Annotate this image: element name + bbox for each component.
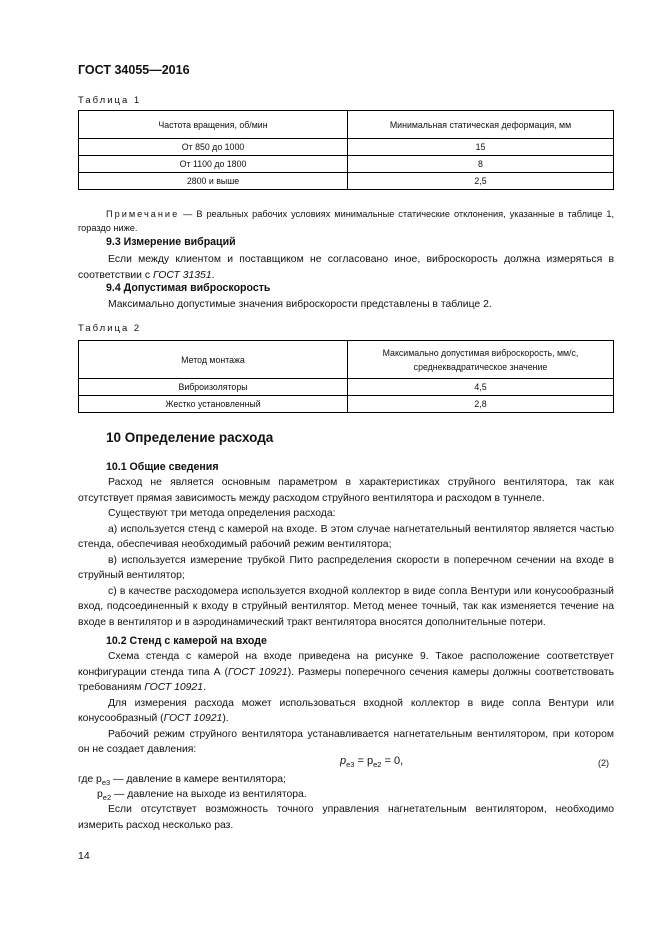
formula-number: (2) bbox=[598, 758, 609, 768]
list-item-a: а) используется стенд с камерой на входе. В этом случае нагнетательный вентилятор является частью стенда, обеспечивая необходимый рабочий режим вентилятора; bbox=[78, 523, 614, 550]
table2-cell: 4,5 bbox=[348, 379, 614, 396]
section-10-2-title: 10.2 Стенд с камерой на входе bbox=[106, 635, 267, 647]
section-10-1-title: 10.1 Общие сведения bbox=[106, 461, 219, 473]
def-sub: e3 bbox=[101, 778, 111, 788]
table1-note bbox=[78, 207, 614, 235]
note-label: Примечание bbox=[106, 209, 180, 219]
table2 bbox=[78, 340, 614, 413]
formula-end: = 0, bbox=[381, 755, 404, 767]
paragraph bbox=[78, 649, 614, 696]
gost-reference: ГОСТ 10921 bbox=[163, 713, 223, 724]
formula-2 bbox=[340, 755, 403, 769]
table1 bbox=[78, 110, 614, 190]
formula-var: p bbox=[340, 755, 347, 767]
section-9-3-body: Если между клиентом и поставщиком не согласовано иное, виброскорость должна измеряться в соответствии с bbox=[78, 254, 614, 281]
table2-header-col2-line1: Максимально допустимая виброскорость, мм/с, bbox=[382, 347, 579, 358]
punct: . bbox=[203, 682, 206, 693]
text: Для измерения расхода может использоваться входной коллектор в виде сопла Вентури или конусообразный ( bbox=[78, 697, 614, 724]
def-text: — давление на выходе из вентилятора. bbox=[111, 789, 307, 800]
table1-cell: От 1100 до 1800 bbox=[79, 156, 348, 173]
text: ). Размеры поперечного сечения камеры должны соответствовать требованиям bbox=[78, 666, 614, 693]
table1-cell: 2,5 bbox=[348, 173, 614, 190]
gost-reference: ГОСТ 10921 bbox=[144, 682, 203, 693]
punct: . bbox=[211, 269, 215, 281]
section-9-3-text bbox=[78, 252, 614, 283]
list-item-c: с) в качестве расходомера используется входной коллектор в виде сопла Вентури или конусообразный вход, подсоединенный к входу в струйный вентилятор. Метод менее точный, так как изменяется течение на входе в вентилятор и в аэродинамический тракт вентилятора вносятся дополнительные потери. bbox=[78, 585, 614, 628]
text: ). bbox=[222, 713, 229, 724]
table1-cell: От 850 до 1000 bbox=[79, 139, 348, 156]
section-10-title: 10 Определение расхода bbox=[106, 430, 274, 445]
table1-cell: 2800 и выше bbox=[79, 173, 348, 190]
section-9-4-title: 9.4 Допустимая виброскорость bbox=[106, 282, 271, 294]
table2-header-col2-line2: среднеквадратическое значение bbox=[413, 361, 548, 372]
table2-caption: Таблица 2 bbox=[78, 323, 142, 334]
def-var: где p bbox=[78, 774, 102, 785]
def-sub: e2 bbox=[102, 793, 112, 803]
note-text: — В реальных рабочих условиях минимальные статические отклонения, указанные в таблице 1, гораздо ниже. bbox=[78, 209, 614, 233]
formula-sub: e3 bbox=[346, 760, 355, 770]
paragraph: Расход не является основным параметром в характеристиках струйного вентилятора, так как отсутствует прямая зависимость между расходом струйного вентилятора и расходом в туннеле. bbox=[78, 477, 614, 504]
gost-reference: ГОСТ 10921 bbox=[227, 666, 288, 678]
def-var: p bbox=[97, 789, 103, 800]
table1-cell: 15 bbox=[348, 139, 614, 156]
def-text: — давление в камере вентилятора; bbox=[110, 774, 286, 785]
section-9-4-text: Максимально допустимые значения виброскорости представлены в таблице 2. bbox=[108, 299, 492, 310]
gost-reference: ГОСТ 31351 bbox=[152, 269, 212, 281]
table1-header-col2: Минимальная статическая деформация, мм bbox=[348, 111, 614, 139]
table1-header-col1: Частота вращения, об/мин bbox=[79, 111, 348, 139]
text: Схема стенда с камерой на входе приведена на рисунке 9. Такое расположение соответствует конфигурации стенда типа А ( bbox=[78, 651, 614, 678]
formula-mid: = p bbox=[354, 755, 374, 767]
table2-header-col2 bbox=[348, 341, 614, 379]
table2-header-col1: Метод монтажа bbox=[79, 341, 348, 379]
paragraph: Если отсутствует возможность точного управления нагнетательным вентилятором, необходимо измерить расход несколько раз. bbox=[78, 804, 614, 831]
table2-cell: Жестко установленный bbox=[79, 396, 348, 413]
table1-cell: 8 bbox=[348, 156, 614, 173]
page-number: 14 bbox=[78, 850, 90, 862]
document-header: ГОСТ 34055—2016 bbox=[78, 63, 190, 77]
section-10-1-body bbox=[78, 475, 614, 630]
list-item-b: в) используется измерение трубкой Пито распределения скорости в поперечном сечении на входе в струйный вентилятор; bbox=[78, 554, 614, 581]
table1-caption: Таблица 1 bbox=[78, 95, 142, 106]
paragraph: Рабочий режим струйного вентилятора устанавливается нагнетательным вентилятором, при котором он не создает давления: bbox=[78, 728, 614, 755]
table2-cell: 2,8 bbox=[348, 396, 614, 413]
section-10-2-body bbox=[78, 649, 614, 758]
formula-sub: e2 bbox=[373, 760, 382, 770]
paragraph bbox=[78, 696, 614, 727]
paragraph: Существуют три метода определения расхода: bbox=[108, 508, 336, 519]
section-9-3-title: 9.3 Измерение вибраций bbox=[106, 236, 236, 248]
table2-cell: Виброизоляторы bbox=[79, 379, 348, 396]
